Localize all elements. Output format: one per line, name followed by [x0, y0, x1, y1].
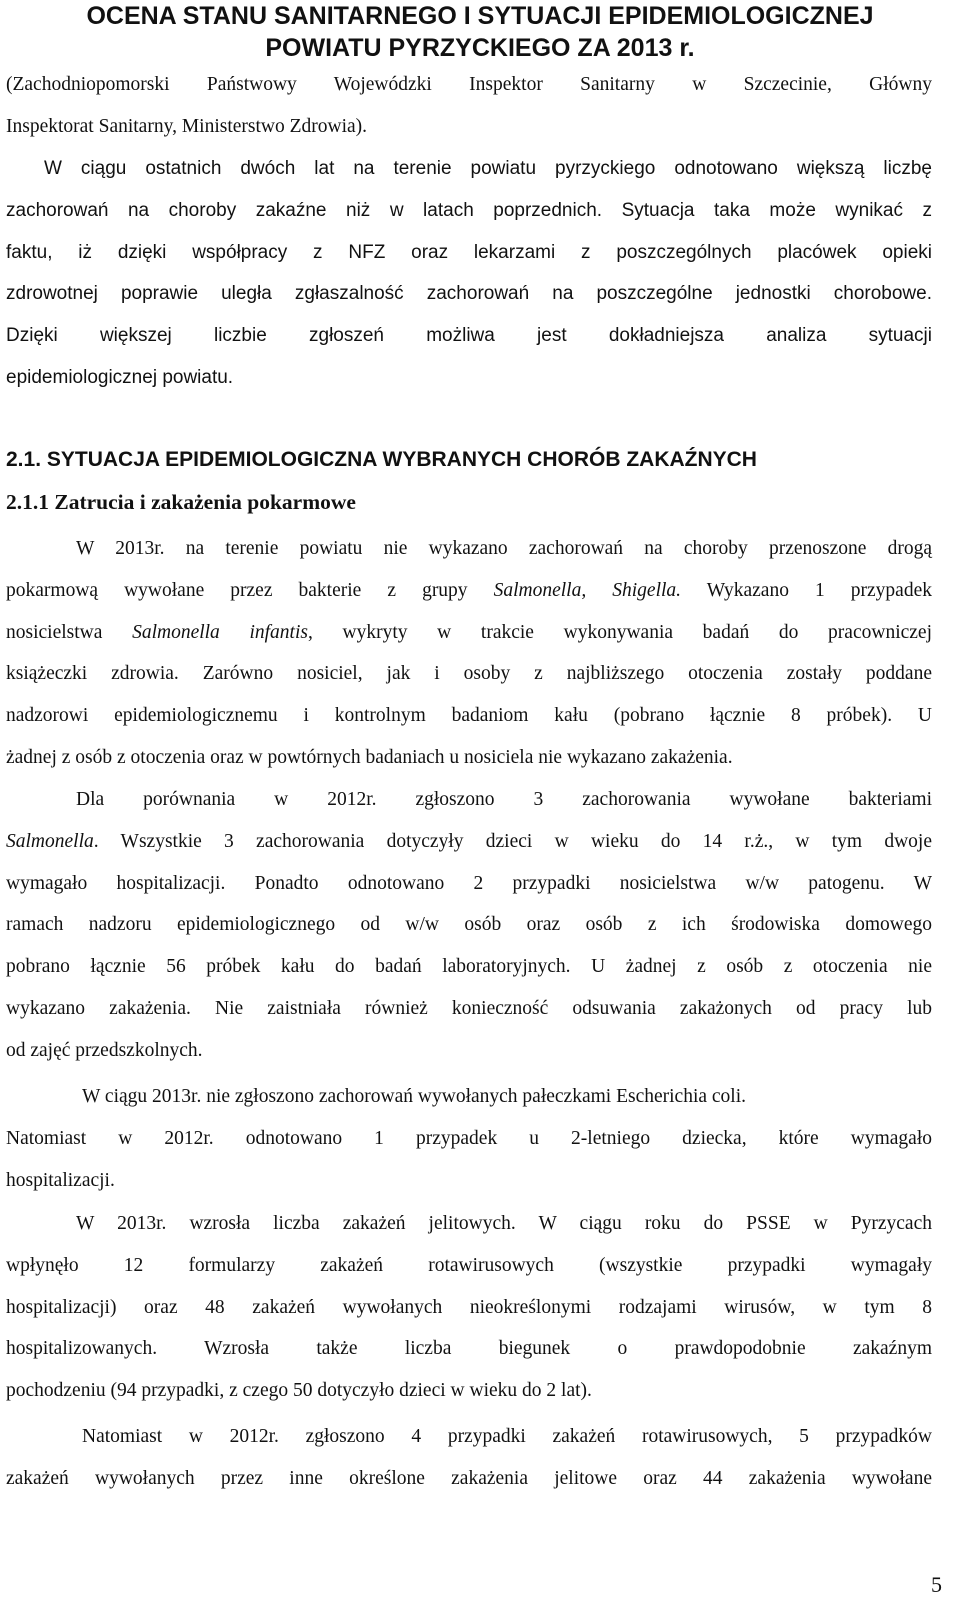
p1-line-5: nadzorowi epidemiologicznemu i kontrolnym badaniom kału (pobrano łącznie 8 próbek). U [6, 705, 932, 727]
p2-line-2-b: . Wszystkie 3 zachorowania dotyczyły dzieci w wieku do 14 r.ż., w tym dwoje [93, 830, 932, 852]
p1-line-4: książeczki zdrowia. Zarówno nosiciel, jak i osoby z najbliższego otoczenia zostały poddane [6, 663, 932, 685]
intro-line-2-a: zachorowań na choroby zakaźne niż w latach poprzednich. [6, 199, 603, 221]
page-number: 5 [931, 1572, 942, 1597]
p5-line-1: Natomiast w 2012r. zgłoszono 4 przypadki zakażeń rotawirusowych, 5 przypadków [82, 1426, 932, 1447]
document-title-line-2: POWIATU PYRZYCKIEGO ZA 2013 r. [265, 34, 695, 62]
section-heading-2-1-1: 2.1.1 Zatrucia i zakażenia pokarmowe [6, 490, 356, 514]
p1-line-3-b: , wykryty w trakcie wykonywania badań do pracowniczej [307, 621, 932, 643]
p2-italic-salmonella: Salmonella [6, 830, 94, 852]
p1-line-2-a: pokarmową wywołane przez bakterie z grupy [6, 579, 494, 601]
p2-line-4: ramach nadzoru epidemiologicznego od w/w osób oraz osób z ich środowiska domowego [6, 914, 932, 936]
paragraph-ecoli [6, 1076, 932, 1201]
p1-line-6: żadnej z osób z otoczenia oraz w powtórnych badaniach u nosiciela nie wykazano zakażenia. [6, 746, 733, 768]
intro-line-6: epidemiologicznej powiatu. [6, 366, 234, 388]
p4-line-4: hospitalizowanych. Wzrosła także liczba biegunek o prawdopodobnie zakaźnym [6, 1338, 932, 1360]
document-title-line-1: OCENA STANU SANITARNEGO I SYTUACJI EPIDEMIOLOGICZNEJ [86, 2, 874, 30]
p2-line-3: wymagało hospitalizacji. Ponadto odnotowano 2 przypadki nosicielstwa w/w patogenu. W [6, 872, 932, 894]
p3-line-1: W ciągu 2013r. nie zgłoszono zachorowań wywołanych pałeczkami Escherichia coli. [82, 1086, 747, 1107]
p1-line-2-b: Wykazano 1 przypadek [681, 579, 932, 601]
intro-line-3: faktu, iż dzięki współpracy z NFZ oraz lekarzami z poszczególnych placówek opieki [6, 241, 932, 263]
intro-line-1: W ciągu ostatnich dwóch lat na terenie powiatu pyrzyckiego odnotowano większą liczbę [44, 158, 932, 179]
p2-line-6: wykazano zakażenia. Nie zaistniała również konieczność odsuwania zakażonych od pracy lub [6, 997, 932, 1019]
p2-line-1: Dla porównania w 2012r. zgłoszono 3 zachorowania wywołane bakteriami [76, 789, 932, 810]
p2-line-2 [6, 821, 932, 863]
p4-line-2: wpłynęło 12 formularzy zakażeń rotawirusowych (wszystkie przypadki wymagały [6, 1254, 932, 1276]
p1-line-1: W 2013r. na terenie powiatu nie wykazano zachorowań na choroby przenoszone drogą [76, 538, 932, 559]
paragraph-intestinal-2012 [6, 1416, 932, 1500]
p1-line-2 [6, 570, 932, 612]
p1-line-3-a: nosicielstwa [6, 621, 133, 643]
intro-line-4: zdrowotnej poprawie uległa zgłaszalność zachorowań na poszczególne jednostki chorobowe. [6, 283, 932, 305]
p4-line-1: W 2013r. wzrosła liczba zakażeń jelitowych. W ciągu roku do PSSE w Pyrzycach [76, 1213, 932, 1234]
intro-line-2-b: Sytuacja taka może wynikać z [621, 199, 933, 221]
paragraph-intestinal-2013 [6, 1203, 932, 1412]
p1-line-3 [6, 612, 932, 654]
p3-line-3: hospitalizacji. [6, 1169, 115, 1191]
p1-italic-salmonella-infantis: Salmonella infantis [132, 621, 308, 643]
intro-line-5: Dzięki większej liczbie zgłoszeń możliwa jest dokładniejsza analiza sytuacji [6, 325, 932, 347]
section-heading-2-1: 2.1. SYTUACJA EPIDEMIOLOGICZNA WYBRANYCH CHORÓB ZAKAŹNYCH [6, 448, 757, 471]
p1-italic-pathogens: Salmonella, Shigella. [493, 579, 682, 601]
p2-line-7: od zajęć przedszkolnych. [6, 1039, 203, 1061]
intro-line-2 [6, 190, 932, 232]
source-note [6, 64, 932, 148]
p3-line-2: Natomiast w 2012r. odnotowano 1 przypadek u 2-letniego dziecka, które wymagało [6, 1127, 932, 1149]
source-line-1: (Zachodniopomorski Państwowy Wojewódzki Inspektor Sanitarny w Szczecinie, Główny [6, 74, 932, 95]
paragraph-salmonella-2012 [6, 779, 932, 1072]
intro-paragraph [6, 148, 932, 399]
p4-line-3: hospitalizacji) oraz 48 zakażeń wywołanych nieokreślonymi rodzajami wirusów, w tym 8 [6, 1296, 932, 1318]
p4-line-5: pochodzeniu (94 przypadki, z czego 50 dotyczyło dzieci w wieku do 2 lat). [6, 1380, 592, 1402]
p5-line-2: zakażeń wywołanych przez inne określone zakażenia jelitowe oraz 44 zakażenia wywołane [6, 1467, 932, 1489]
paragraph-salmonella-2013 [6, 528, 932, 779]
p2-line-5: pobrano łącznie 56 próbek kału do badań laboratoryjnych. U żadnej z osób z otoczenia nie [6, 956, 932, 978]
source-line-2: Inspektorat Sanitarny, Ministerstwo Zdrowia). [6, 115, 368, 137]
